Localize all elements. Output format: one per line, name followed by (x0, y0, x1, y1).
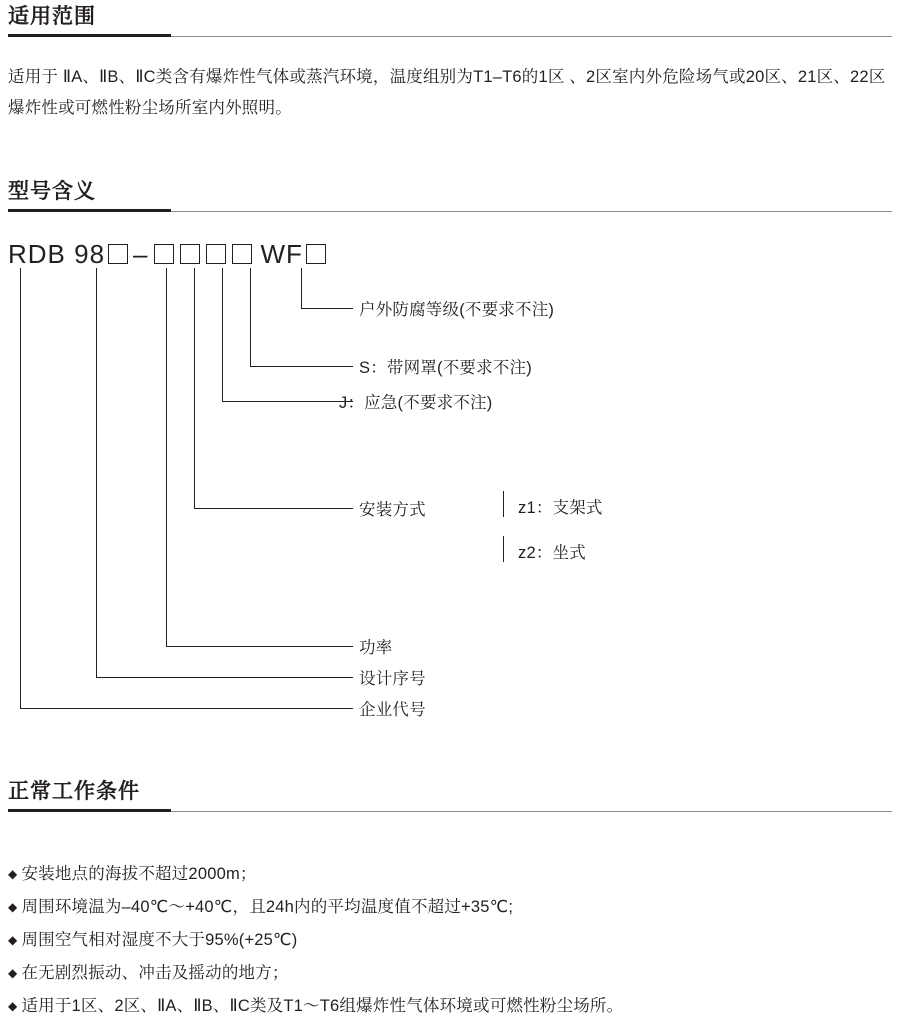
leader-vline-emergency (222, 268, 223, 401)
leader-vline-enterprise-code (20, 268, 21, 708)
model-code-suffix: WF (260, 238, 303, 269)
section-heading-model-text: 型号含义 (8, 180, 96, 203)
leader-label-mounting: 安装方式 (359, 501, 426, 519)
model-box-enterprise (108, 244, 128, 264)
list-item (8, 858, 892, 891)
leader-hline-mounting (194, 508, 353, 509)
leader-hline-design-serial (96, 677, 353, 678)
model-box-anticorrosion (306, 244, 326, 264)
section-heading-conditions (8, 775, 892, 812)
list-item-text: 适用于1区、2区、ⅡA、ⅡB、ⅡC类及T1～T6组爆炸性气体环境或可燃性粉尘场所。 (21, 997, 624, 1015)
model-box-mesh (232, 244, 252, 264)
model-code-dash: – (133, 238, 149, 269)
scope-paragraph: 适用于 ⅡA、ⅡB、ⅡC类含有爆炸性气体或蒸汽环境，温度组别为T1–T6的1区 、2区室内外危险场气或20区、21区、22区爆炸性或可燃性粉尘场所室内外照明。 (8, 68, 886, 117)
leader-vline-design-serial (96, 268, 97, 677)
list-item-text: 周围空气相对湿度不大于95%(+25℃) (21, 931, 298, 949)
list-item-text: 在无剧烈振动、冲击及摇动的地方； (21, 964, 289, 982)
leader-vline-mounting (194, 268, 195, 508)
leader-label-emergency: J：应急(不要求不注) (339, 394, 493, 412)
list-item (8, 957, 892, 990)
leader-hline-emergency (222, 401, 353, 402)
list-item-text: 周围环境温为–40℃～+40℃，且24h内的平均温度值不超过+35℃; (21, 898, 514, 916)
model-box-mounting (180, 244, 200, 264)
leader-hline-enterprise-code (20, 708, 353, 709)
list-item (8, 990, 892, 1023)
leader-hline-power (166, 646, 353, 647)
model-box-emergency (206, 244, 226, 264)
diamond-bullet-icon: ◆ (8, 933, 18, 947)
diamond-bullet-icon: ◆ (8, 867, 18, 881)
leader-label-design-serial: 设计序号 (359, 670, 426, 688)
conditions-list (8, 858, 892, 1023)
leader-hline-anticorrosion (301, 308, 353, 309)
leader-label-anticorrosion: 户外防腐等级(不要求不注) (359, 301, 555, 319)
mounting-option-z1: z1：支架式 (518, 499, 603, 517)
leader-hline-mesh-guard (250, 366, 353, 367)
leader-label-power: 功率 (359, 639, 393, 657)
leader-label-enterprise-code: 企业代号 (359, 701, 426, 719)
mounting-option-z2: z2：坐式 (518, 544, 586, 562)
diamond-bullet-icon: ◆ (8, 900, 18, 914)
list-item (8, 924, 892, 957)
model-breakdown-diagram (0, 268, 900, 748)
section-heading-conditions-text: 正常工作条件 (8, 780, 140, 803)
leader-vline-power (166, 268, 167, 646)
heading-accent-rule (8, 209, 171, 212)
leader-vline-mesh-guard (250, 268, 251, 366)
diamond-bullet-icon: ◆ (8, 999, 18, 1013)
mounting-option-rule-1 (503, 491, 504, 517)
section-heading-model (8, 175, 892, 212)
heading-accent-rule (8, 34, 171, 37)
leader-vline-anticorrosion (301, 268, 302, 308)
model-code-prefix: RDB 98 (8, 238, 106, 269)
leader-label-mesh-guard: S：带网罩(不要求不注) (359, 359, 532, 377)
section-heading-scope (8, 0, 892, 37)
diamond-bullet-icon: ◆ (8, 966, 18, 980)
section-heading-scope-text: 适用范围 (8, 5, 96, 28)
model-code-line (8, 237, 329, 271)
list-item-text: 安装地点的海拔不超过2000m； (21, 865, 257, 883)
model-box-power (154, 244, 174, 264)
heading-accent-rule (8, 809, 171, 812)
mounting-option-rule-2 (503, 536, 504, 562)
list-item (8, 891, 892, 924)
